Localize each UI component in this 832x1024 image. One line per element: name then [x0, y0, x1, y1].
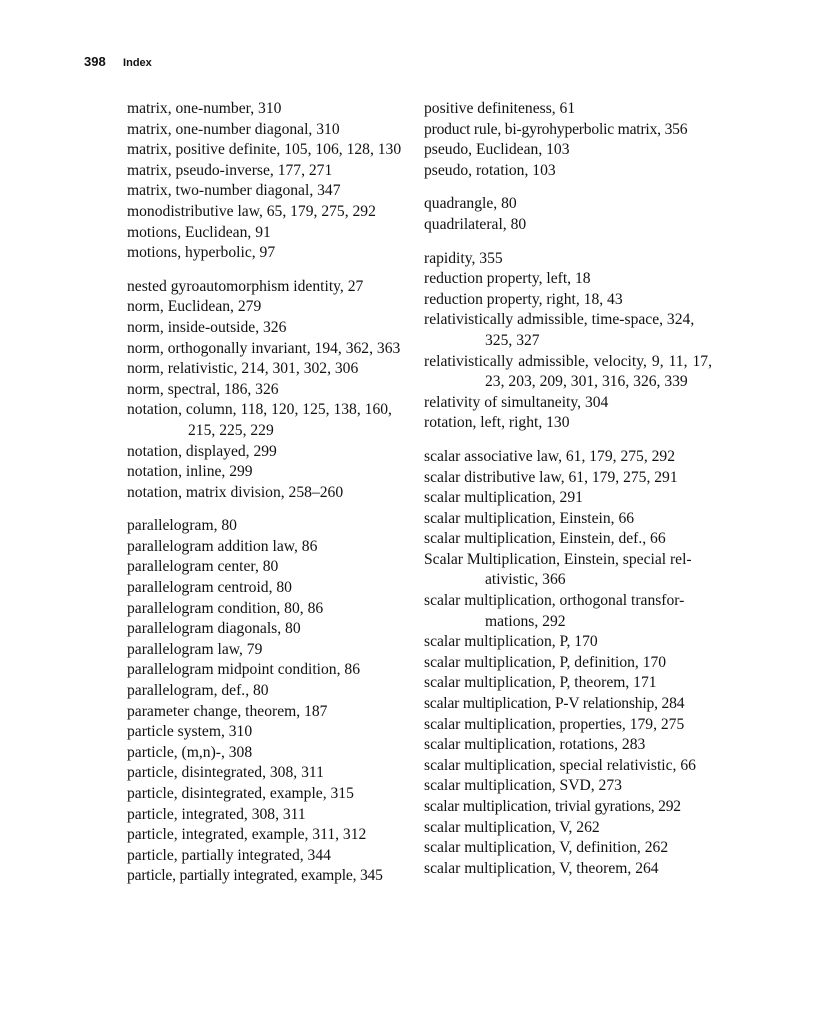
index-entry: pseudo, Euclidean, 103 — [424, 141, 570, 159]
index-column-left — [127, 99, 412, 900]
index-entry: particle, disintegrated, example, 315 — [127, 785, 354, 802]
index-entry: norm, spectral, 186, 326 — [127, 380, 279, 398]
index-entry: relativistically admissible, velocity, 9, 11, 17, 23, 203, 209, 301, 316, 326, 339 — [424, 352, 712, 391]
index-entry: scalar multiplication, trivial gyrations, 292 — [424, 798, 681, 815]
index-entry: scalar multiplication, V, 262 — [424, 818, 600, 836]
index-entry: scalar multiplication, V, theorem, 264 — [424, 859, 659, 877]
index-entry: parallelogram condition, 80, 86 — [127, 599, 324, 617]
index-entry: pseudo, rotation, 103 — [424, 161, 556, 179]
index-entry: particle, disintegrated, 308, 311 — [127, 764, 324, 782]
index-entry: scalar multiplication, 291 — [424, 489, 583, 507]
index-entry: parallelogram midpoint condition, 86 — [127, 661, 360, 679]
index-entry: scalar multiplication, Einstein, def., 66 — [424, 530, 666, 548]
index-entry: scalar multiplication, V, definition, 262 — [424, 839, 669, 857]
index-entry: particle, integrated, 308, 311 — [127, 805, 306, 823]
index-entry: particle, partially integrated, example, 345 — [127, 867, 383, 885]
index-group-p — [127, 516, 412, 887]
index-entry: rapidity, 355 — [424, 249, 503, 267]
index-entry: parallelogram centroid, 80 — [127, 579, 292, 597]
index-entry: parallelogram, def., 80 — [127, 682, 269, 700]
index-entry: scalar multiplication, P-V relationship, 284 — [424, 695, 685, 713]
index-entry: rotation, left, right, 130 — [424, 414, 570, 432]
index-entry: particle, partially integrated, 344 — [127, 846, 331, 864]
index-entry: positive definiteness, 61 — [424, 100, 576, 117]
index-entry: relativistically admissible, time-space, 324, 325, 327 — [424, 311, 695, 349]
index-entry: notation, matrix division, 258–260 — [127, 483, 344, 501]
index-entry: reduction property, left, 18 — [424, 270, 591, 288]
index-entry: matrix, positive definite, 105, 106, 128, 130 — [127, 141, 402, 159]
index-entry: parallelogram diagonals, 80 — [127, 620, 301, 638]
index-entry: scalar multiplication, Einstein, 66 — [424, 509, 635, 527]
index-entry: scalar multiplication, special relativistic, 66 — [424, 756, 696, 774]
index-entry: scalar multiplication, P, definition, 170 — [424, 653, 667, 671]
index-entry: particle, (m,n)-, 308 — [127, 743, 253, 761]
index-entry: scalar multiplication, SVD, 273 — [424, 777, 622, 795]
index-entry: scalar associative law, 61, 179, 275, 292 — [424, 447, 676, 465]
index-entry: particle, integrated, example, 311, 312 — [127, 826, 367, 844]
index-entry: scalar multiplication, orthogonal transfor-mations, 292 — [424, 592, 685, 630]
index-entry: relativity of simultaneity, 304 — [424, 393, 609, 411]
index-group-s — [424, 447, 712, 879]
index-entry: parameter change, theorem, 187 — [127, 702, 328, 720]
index-entry: norm, Euclidean, 279 — [127, 298, 262, 316]
index-entry: norm, inside-outside, 326 — [127, 318, 287, 336]
index-entry: product rule, bi-gyrohyperbolic matrix, 356 — [424, 120, 688, 138]
index-group-q — [424, 194, 712, 235]
index-entry: matrix, two-number diagonal, 347 — [127, 182, 341, 200]
index-entry: notation, column, 118, 120, 125, 138, 160, 215, 225, 229 — [127, 401, 392, 439]
index-entry: scalar multiplication, rotations, 283 — [424, 736, 646, 754]
index-group-n — [127, 277, 412, 504]
index-entry: motions, Euclidean, 91 — [127, 223, 271, 241]
index-entry: quadrilateral, 80 — [424, 215, 527, 233]
running-header — [84, 55, 152, 70]
page-number: 398 — [84, 54, 106, 69]
index-entry: parallelogram center, 80 — [127, 558, 279, 576]
index-entry: monodistributive law, 65, 179, 275, 292 — [127, 202, 376, 220]
index-entry: quadrangle, 80 — [424, 195, 517, 213]
index-group-p-cont — [424, 99, 712, 181]
index-entry: reduction property, right, 18, 43 — [424, 290, 623, 308]
index-entry: notation, displayed, 299 — [127, 442, 277, 460]
index-entry: scalar multiplication, P, theorem, 171 — [424, 674, 657, 692]
index-entry: matrix, pseudo-inverse, 177, 271 — [127, 161, 333, 179]
index-group-m — [127, 99, 412, 264]
index-entry: matrix, one-number, 310 — [127, 100, 282, 117]
index-entry: parallelogram law, 79 — [127, 640, 263, 658]
index-entry: scalar multiplication, properties, 179, 275 — [424, 715, 685, 733]
index-entry: notation, inline, 299 — [127, 463, 253, 481]
index-entry: nested gyroautomorphism identity, 27 — [127, 277, 364, 295]
index-column-right — [424, 99, 712, 892]
section-title: Index — [123, 57, 152, 69]
index-entry: matrix, one-number diagonal, 310 — [127, 120, 340, 138]
index-entry: norm, orthogonally invariant, 194, 362, 363 — [127, 339, 401, 357]
index-entry: scalar distributive law, 61, 179, 275, 291 — [424, 468, 678, 486]
index-group-r — [424, 249, 712, 434]
index-entry: norm, relativistic, 214, 301, 302, 306 — [127, 360, 359, 378]
index-entry: scalar multiplication, P, 170 — [424, 633, 598, 651]
index-entry: parallelogram addition law, 86 — [127, 537, 318, 555]
index-entry: particle system, 310 — [127, 723, 253, 741]
index-entry: Scalar Multiplication, Einstein, special rel-ativistic, 366 — [424, 550, 692, 589]
index-entry: motions, hyperbolic, 97 — [127, 244, 276, 262]
index-entry: parallelogram, 80 — [127, 517, 237, 535]
